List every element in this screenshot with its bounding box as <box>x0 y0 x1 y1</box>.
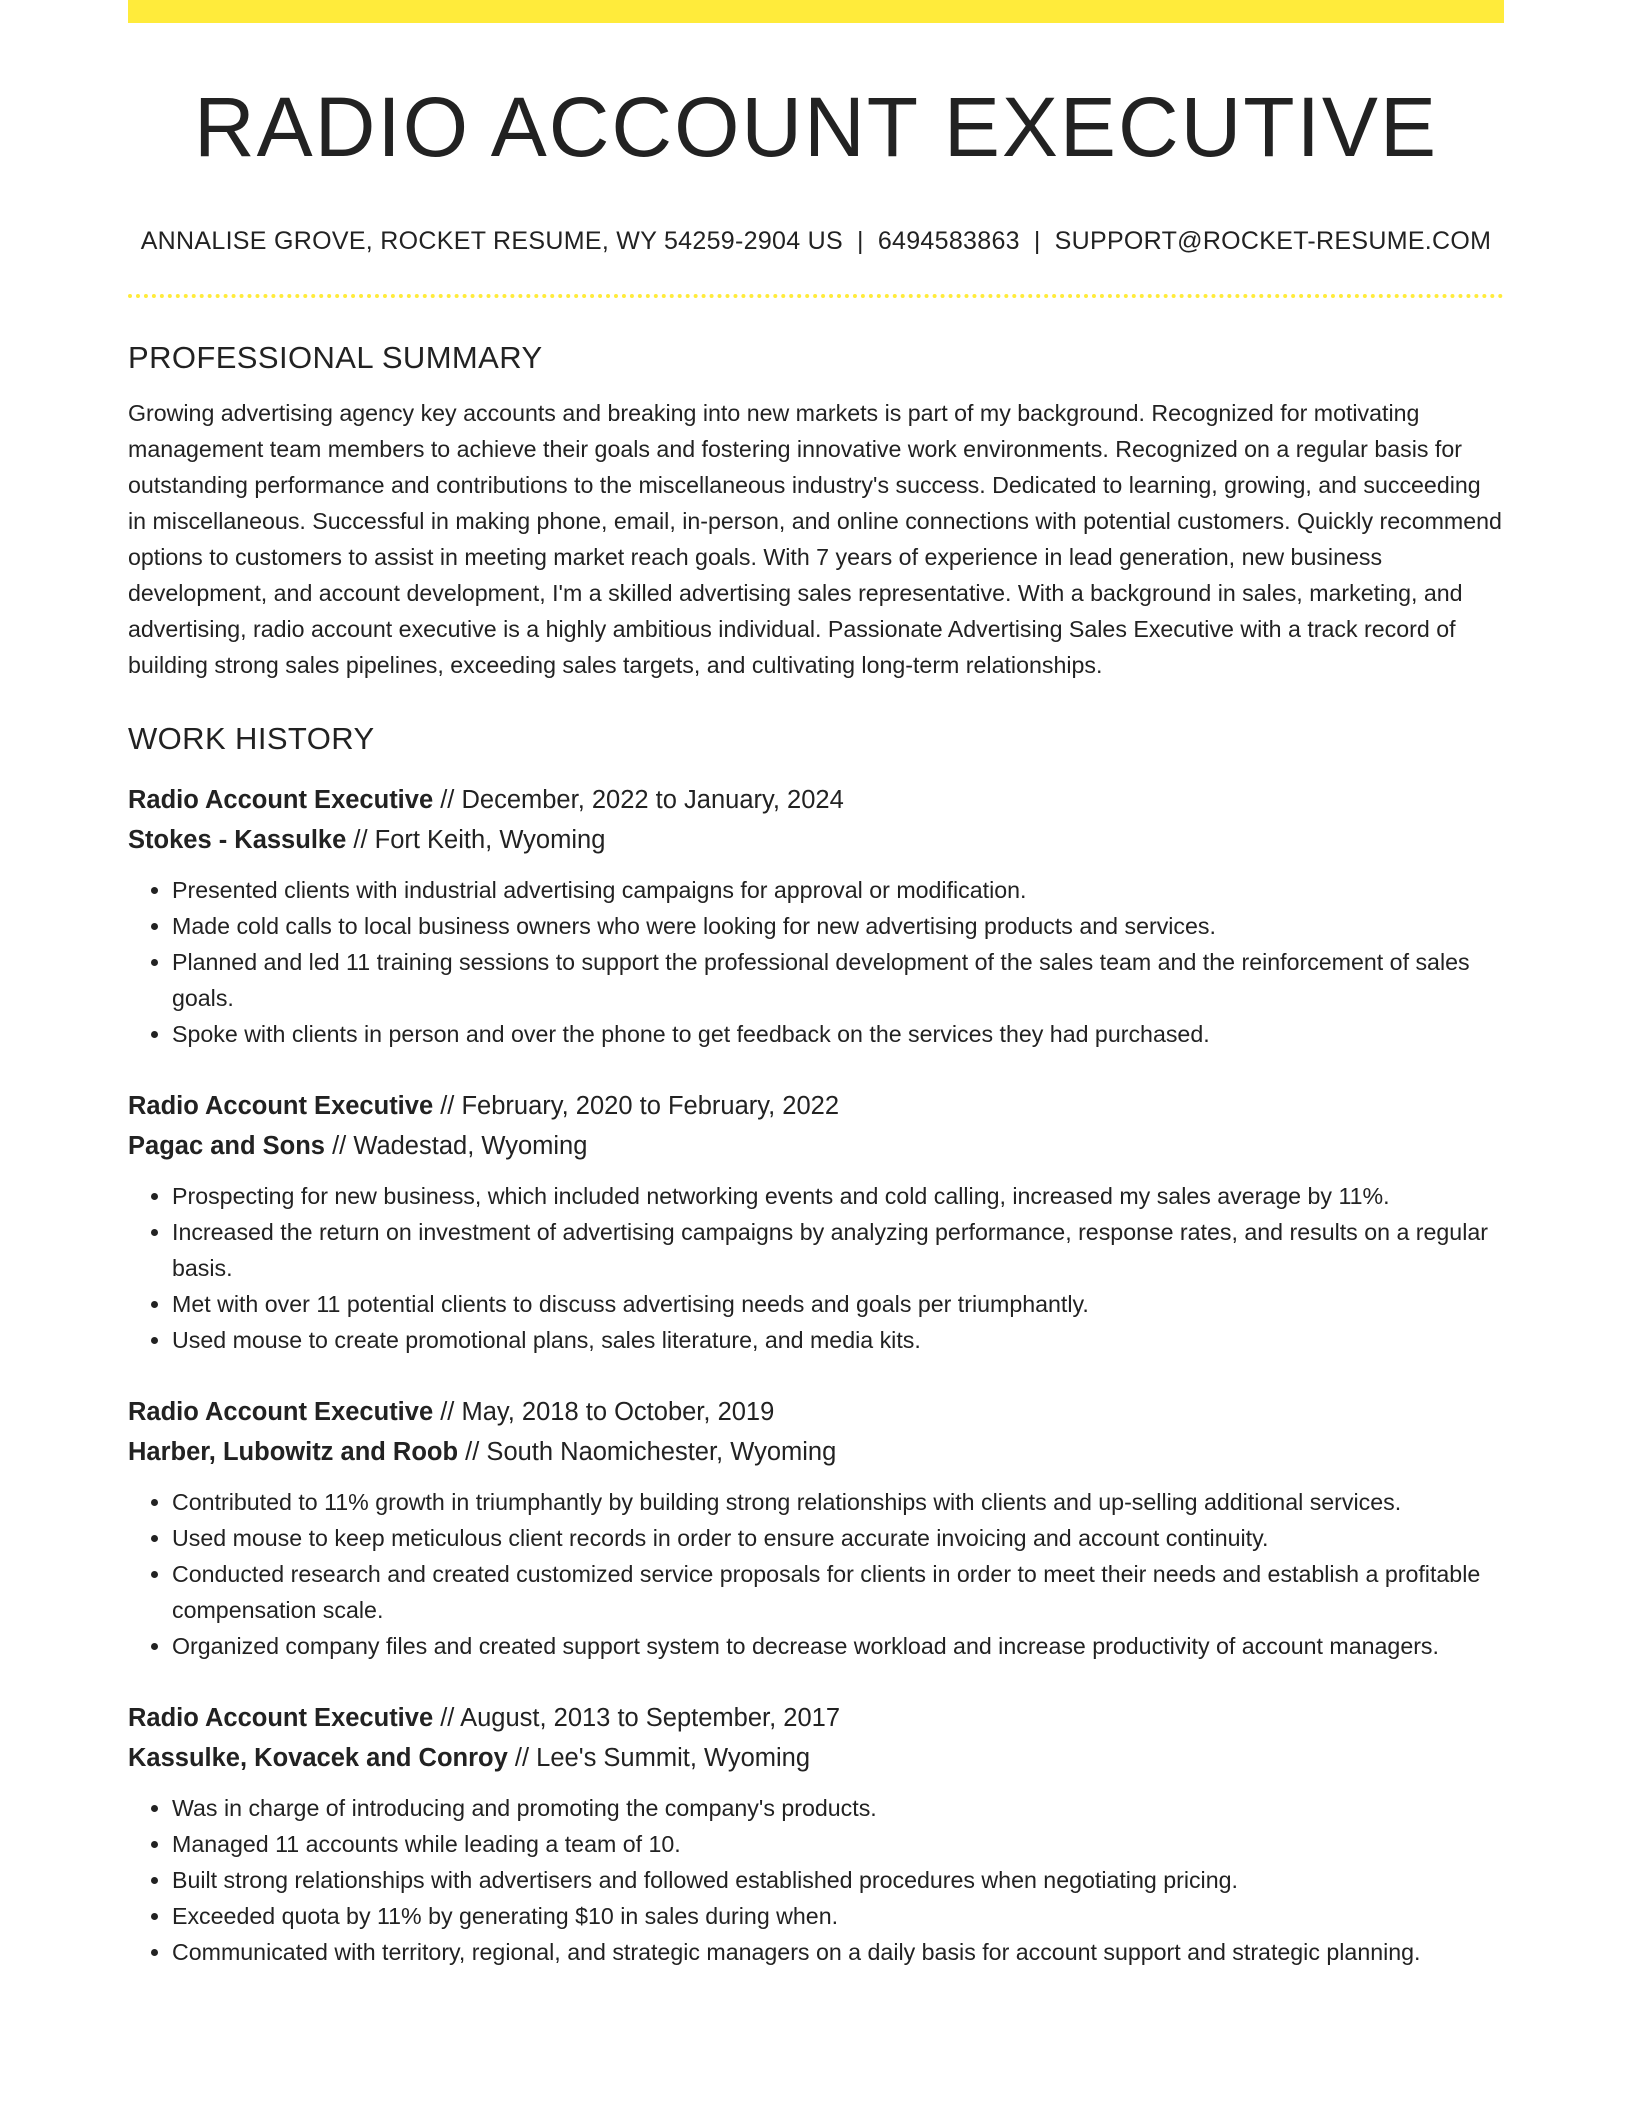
accent-bar <box>128 0 1504 23</box>
list-item: • Managed 11 accounts while leading a team of 10. <box>172 1826 1504 1862</box>
list-item: • Used mouse to create promotional plans, sales literature, and media kits. <box>172 1322 1504 1358</box>
summary-text: Growing advertising agency key accounts and breaking into new markets is part of my background. Recognized for motivating management team members to achieve their goals and fostering innovative work environments. Recognized on a regular basis for outstanding performance and contributions to the miscellaneous industry's success. Dedicated to learning, growing, and succeeding in miscellaneous. Successful in making phone, email, in-person, and online connections with potential customers. Quickly recommend options to customers to assist in meeting market reach goals. With 7 years of experience in lead generation, new business development, and account development, I'm a skilled advertising sales representative. With a background in sales, marketing, and advertising, radio account executive is a highly ambitious individual. Passionate Advertising Sales Executive with a track record of building strong sales pipelines, exceeding sales targets, and cultivating long-term relationships. <box>128 400 1502 678</box>
list-item: • Planned and led 11 training sessions to support the professional development of the sales team and the reinforcement of sales goals. <box>172 944 1504 1016</box>
list-item: • Built strong relationships with advertisers and followed established procedures when negotiating pricing. <box>172 1862 1504 1898</box>
job-company: Pagac and Sons <box>128 1132 325 1160</box>
job-company: Stokes - Kassulke <box>128 826 347 854</box>
contact-separator: | <box>1033 227 1041 255</box>
job-bullets <box>128 1790 1504 1970</box>
job-location: // South Naomichester, Wyoming <box>458 1438 837 1466</box>
list-item: • Was in charge of introducing and promoting the company's products. <box>172 1790 1504 1826</box>
job-location: // Lee's Summit, Wyoming <box>507 1744 811 1772</box>
job-company-line <box>128 820 1504 860</box>
list-item: • Increased the return on investment of advertising campaigns by analyzing performance, response rates, and results on a regular basis. <box>172 1214 1504 1286</box>
list-item: • Exceeded quota by 11% by generating $10 in sales during when. <box>172 1898 1504 1934</box>
list-item: • Communicated with territory, regional, and strategic managers on a daily basis for account support and strategic planning. <box>172 1934 1504 1970</box>
job-entry <box>128 1698 1504 1970</box>
job-entry <box>128 780 1504 1052</box>
job-role-line <box>128 780 1504 820</box>
job-company: Kassulke, Kovacek and Conroy <box>128 1744 508 1772</box>
job-role-line <box>128 1698 1504 1738</box>
job-dates: // February, 2020 to February, 2022 <box>433 1092 839 1120</box>
dotted-divider <box>128 294 1504 298</box>
list-item: • Met with over 11 potential clients to discuss advertising needs and goals per triumphantly. <box>172 1286 1504 1322</box>
job-location: // Wadestad, Wyoming <box>324 1132 588 1160</box>
job-spacer <box>128 1358 1504 1392</box>
job-bullets <box>128 872 1504 1052</box>
job-role: Radio Account Executive <box>128 1092 434 1120</box>
job-dates: // May, 2018 to October, 2019 <box>433 1398 775 1426</box>
contact-email: SUPPORT@ROCKET-RESUME.COM <box>1054 227 1492 255</box>
list-item: • Prospecting for new business, which included networking events and cold calling, increased my sales average by 11%. <box>172 1178 1504 1214</box>
job-location: // Fort Keith, Wyoming <box>346 826 606 854</box>
job-entry <box>128 1392 1504 1664</box>
job-role: Radio Account Executive <box>128 1398 434 1426</box>
contact-address: ANNALISE GROVE, ROCKET RESUME, WY 54259-2904 US <box>140 227 844 255</box>
job-entry <box>128 1086 1504 1358</box>
summary-heading: PROFESSIONAL SUMMARY <box>128 340 543 375</box>
list-item: • Organized company files and created support system to decrease workload and increase productivity of account managers. <box>172 1628 1504 1664</box>
work-history-heading: WORK HISTORY <box>128 721 375 756</box>
resume-title: RADIO ACCOUNT EXECUTIVE <box>194 80 1438 174</box>
job-bullets <box>128 1178 1504 1358</box>
job-spacer <box>128 1664 1504 1698</box>
list-item: • Made cold calls to local business owners who were looking for new advertising products and services. <box>172 908 1504 944</box>
resume-page <box>128 0 1504 1970</box>
job-role: Radio Account Executive <box>128 786 434 814</box>
list-item: • Spoke with clients in person and over the phone to get feedback on the services they had purchased. <box>172 1016 1504 1052</box>
job-role-line <box>128 1086 1504 1126</box>
job-company-line <box>128 1126 1504 1166</box>
job-role-line <box>128 1392 1504 1432</box>
contact-phone: 6494583863 <box>877 227 1020 255</box>
job-company-line <box>128 1738 1504 1778</box>
job-dates: // August, 2013 to September, 2017 <box>433 1704 841 1732</box>
job-spacer <box>128 1052 1504 1086</box>
list-item: • Contributed to 11% growth in triumphantly by building strong relationships with clients and up-selling additional services. <box>172 1484 1504 1520</box>
job-bullets <box>128 1484 1504 1664</box>
list-item: • Conducted research and created customized service proposals for clients in order to meet their needs and establish a profitable compensation scale. <box>172 1556 1504 1628</box>
job-company-line <box>128 1432 1504 1472</box>
list-item: • Used mouse to keep meticulous client records in order to ensure accurate invoicing and account continuity. <box>172 1520 1504 1556</box>
job-company: Harber, Lubowitz and Roob <box>128 1438 459 1466</box>
job-dates: // December, 2022 to January, 2024 <box>433 786 844 814</box>
list-item: • Presented clients with industrial advertising campaigns for approval or modification. <box>172 872 1504 908</box>
job-role: Radio Account Executive <box>128 1704 434 1732</box>
contact-line <box>128 227 1504 256</box>
contact-separator: | <box>857 227 864 255</box>
